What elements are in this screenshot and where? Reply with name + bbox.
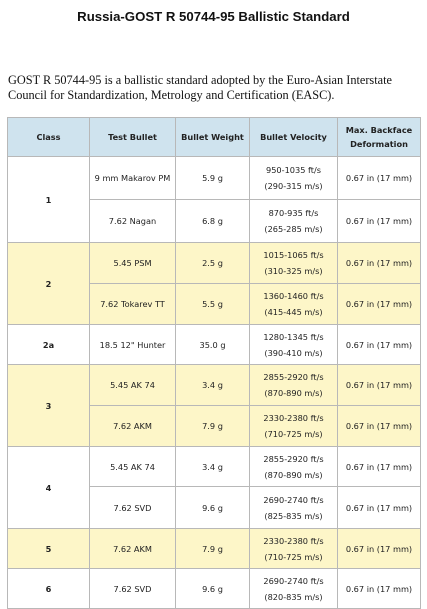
velocity-m-s: (870-890 m/s): [264, 469, 323, 480]
class-cell: 6: [8, 569, 90, 609]
bullet-weight-cell: 9.6 g: [176, 569, 250, 609]
deformation-cell: 0.67 in (17 mm): [338, 200, 421, 243]
bullet-velocity-cell: [250, 200, 338, 243]
table-row: [8, 157, 421, 200]
bullet-velocity-cell: [250, 569, 338, 609]
class-cell: 2: [8, 243, 90, 325]
test-bullet-cell: 9 mm Makarov PM: [90, 157, 176, 200]
velocity-ft-s: 1015-1065 ft/s: [263, 250, 324, 260]
class-cell: 4: [8, 447, 90, 529]
deformation-cell: 0.67 in (17 mm): [338, 325, 421, 365]
bullet-velocity-cell: [250, 284, 338, 325]
velocity-ft-s: 2330-2380 ft/s: [263, 535, 324, 546]
bullet-velocity-cell: [250, 447, 338, 487]
deformation-cell: 0.67 in (17 mm): [338, 243, 421, 284]
velocity-m-s: (870-890 m/s): [264, 388, 323, 398]
bullet-weight-cell: 6.8 g: [176, 200, 250, 243]
velocity-m-s: (310-325 m/s): [264, 266, 323, 276]
table-row: [8, 569, 421, 609]
bullet-velocity-cell: [250, 529, 338, 569]
deformation-cell: 0.67 in (17 mm): [338, 569, 421, 609]
bullet-weight-cell: 9.6 g: [176, 487, 250, 529]
test-bullet-cell: 7.62 AKM: [90, 406, 176, 447]
bullet-weight-cell: 2.5 g: [176, 243, 250, 284]
intro-paragraph: GOST R 50744-95 is a ballistic standard adopted by the Euro-Asian Interstate Council for Standardization, Metrology and Certification (EASC).: [8, 73, 392, 102]
velocity-ft-s: 2855-2920 ft/s: [263, 372, 324, 382]
test-bullet-cell: 7.62 SVD: [90, 569, 176, 609]
table-header-row: [8, 118, 421, 157]
class-cell: 1: [8, 157, 90, 243]
velocity-m-s: (290-315 m/s): [264, 181, 323, 191]
header-class: Class: [8, 118, 90, 157]
velocity-ft-s: 870-935 ft/s: [268, 208, 319, 218]
bullet-weight-cell: 7.9 g: [176, 529, 250, 569]
test-bullet-cell: 7.62 Tokarev TT: [90, 284, 176, 325]
velocity-ft-s: 2855-2920 ft/s: [263, 453, 324, 464]
table-row: [8, 243, 421, 284]
class-cell: 3: [8, 365, 90, 447]
velocity-m-s: (820-835 m/s): [264, 591, 323, 602]
bullet-weight-cell: 35.0 g: [176, 325, 250, 365]
velocity-m-s: (390-410 m/s): [264, 347, 323, 358]
bullet-weight-cell: 7.9 g: [176, 406, 250, 447]
test-bullet-cell: 7.62 SVD: [90, 487, 176, 529]
deformation-cell: 0.67 in (17 mm): [338, 447, 421, 487]
table-body: [8, 157, 421, 609]
bullet-weight-cell: 3.4 g: [176, 365, 250, 406]
test-bullet-cell: 5.45 PSM: [90, 243, 176, 284]
header-max-backface-deformation: Max. Backface Deformation: [338, 118, 421, 157]
test-bullet-cell: 5.45 AK 74: [90, 365, 176, 406]
header-bullet-velocity: Bullet Velocity: [250, 118, 338, 157]
bullet-velocity-cell: [250, 365, 338, 406]
bullet-weight-cell: 5.5 g: [176, 284, 250, 325]
table-row: [8, 447, 421, 487]
test-bullet-cell: 18.5 12" Hunter: [90, 325, 176, 365]
bullet-velocity-cell: [250, 406, 338, 447]
deformation-cell: 0.67 in (17 mm): [338, 529, 421, 569]
deformation-cell: 0.67 in (17 mm): [338, 487, 421, 529]
velocity-m-s: (825-835 m/s): [264, 510, 323, 521]
bullet-weight-cell: 5.9 g: [176, 157, 250, 200]
ballistic-table: [7, 117, 421, 609]
test-bullet-cell: 7.62 AKM: [90, 529, 176, 569]
header-test-bullet: Test Bullet: [90, 118, 176, 157]
table-row: [8, 529, 421, 569]
velocity-m-s: (710-725 m/s): [264, 429, 323, 439]
table-row: [8, 365, 421, 406]
velocity-ft-s: 2330-2380 ft/s: [263, 413, 324, 423]
bullet-velocity-cell: [250, 243, 338, 284]
velocity-m-s: (265-285 m/s): [264, 224, 323, 234]
bullet-velocity-cell: [250, 487, 338, 529]
velocity-m-s: (710-725 m/s): [264, 551, 323, 562]
deformation-cell: 0.67 in (17 mm): [338, 284, 421, 325]
velocity-m-s: (415-445 m/s): [264, 307, 323, 317]
class-cell: 2a: [8, 325, 90, 365]
bullet-weight-cell: 3.4 g: [176, 447, 250, 487]
velocity-ft-s: 2690-2740 ft/s: [263, 575, 324, 586]
velocity-ft-s: 1360-1460 ft/s: [263, 291, 324, 301]
table-row: [8, 325, 421, 365]
page-title: Russia-GOST R 50744-95 Ballistic Standard: [77, 9, 350, 24]
class-cell: 5: [8, 529, 90, 569]
test-bullet-cell: 5.45 AK 74: [90, 447, 176, 487]
deformation-cell: 0.67 in (17 mm): [338, 157, 421, 200]
header-bullet-weight: Bullet Weight: [176, 118, 250, 157]
velocity-ft-s: 950-1035 ft/s: [266, 165, 321, 175]
bullet-velocity-cell: [250, 157, 338, 200]
velocity-ft-s: 1280-1345 ft/s: [263, 331, 324, 342]
deformation-cell: 0.67 in (17 mm): [338, 406, 421, 447]
test-bullet-cell: 7.62 Nagan: [90, 200, 176, 243]
velocity-ft-s: 2690-2740 ft/s: [263, 494, 324, 505]
bullet-velocity-cell: [250, 325, 338, 365]
deformation-cell: 0.67 in (17 mm): [338, 365, 421, 406]
